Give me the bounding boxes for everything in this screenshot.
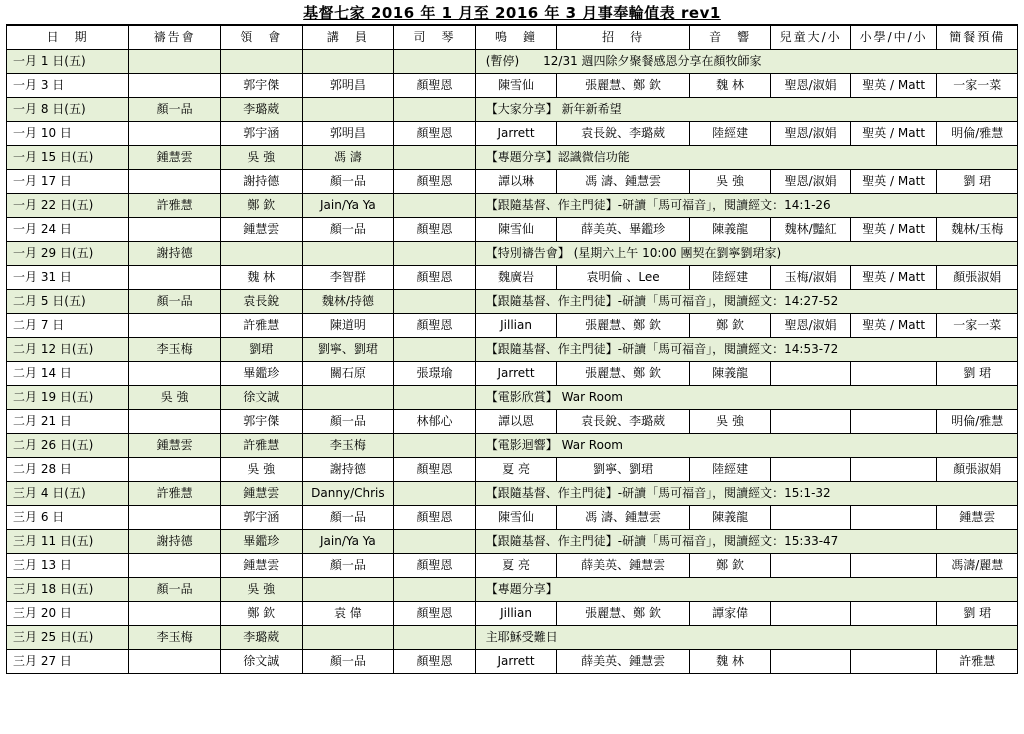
cell-pianist bbox=[394, 530, 476, 554]
cell-leader: 鄭 欽 bbox=[221, 602, 303, 626]
cell-leader: 鍾慧雲 bbox=[221, 554, 303, 578]
cell-school: 聖英 / Matt bbox=[850, 170, 937, 194]
header-children: 兒童大/小 bbox=[771, 25, 850, 50]
cell-speaker: Jain/Ya Ya bbox=[302, 530, 394, 554]
cell-school: 聖英 / Matt bbox=[850, 218, 937, 242]
cell-sound: 譚家偉 bbox=[689, 602, 771, 626]
cell-leader: 吳 強 bbox=[221, 146, 303, 170]
table-row bbox=[7, 410, 1018, 434]
cell-bell: Jarrett bbox=[475, 122, 557, 146]
cell-speaker bbox=[302, 578, 394, 602]
cell-prayer bbox=[129, 74, 221, 98]
cell-leader: 李璐葳 bbox=[221, 98, 303, 122]
cell-pianist: 顏聖恩 bbox=[394, 602, 476, 626]
cell-children: 魏林/豔紅 bbox=[771, 218, 850, 242]
cell-school: 聖英 / Matt bbox=[850, 74, 937, 98]
cell-meal: 顏張淑娟 bbox=[937, 458, 1018, 482]
cell-note: 【電影迴響】 War Room bbox=[475, 434, 1017, 458]
header-prayer: 禱告會 bbox=[129, 25, 221, 50]
cell-children bbox=[771, 410, 850, 434]
cell-speaker: 顏一品 bbox=[302, 218, 394, 242]
table-row bbox=[7, 314, 1018, 338]
cell-prayer bbox=[129, 266, 221, 290]
header-bell: 鳴 鐘 bbox=[475, 25, 557, 50]
table-row bbox=[7, 434, 1018, 458]
cell-speaker: 馮 濤 bbox=[302, 146, 394, 170]
cell-date: 三月 27 日 bbox=[7, 650, 129, 674]
cell-meal: 鍾慧雲 bbox=[937, 506, 1018, 530]
cell-speaker: 袁 偉 bbox=[302, 602, 394, 626]
cell-usher: 張麗慧、鄭 欽 bbox=[557, 362, 689, 386]
cell-pianist bbox=[394, 482, 476, 506]
cell-date: 一月 15 日(五) bbox=[7, 146, 129, 170]
cell-bell: Jillian bbox=[475, 602, 557, 626]
cell-speaker: 顏一品 bbox=[302, 650, 394, 674]
cell-speaker bbox=[302, 626, 394, 650]
cell-speaker: 郭明昌 bbox=[302, 122, 394, 146]
cell-leader: 劉珺 bbox=[221, 338, 303, 362]
cell-date: 二月 5 日(五) bbox=[7, 290, 129, 314]
cell-prayer bbox=[129, 218, 221, 242]
cell-speaker: 陳道明 bbox=[302, 314, 394, 338]
cell-pianist bbox=[394, 194, 476, 218]
cell-leader: 畢鑑珍 bbox=[221, 530, 303, 554]
cell-pianist: 顏聖恩 bbox=[394, 74, 476, 98]
cell-pianist: 林郁心 bbox=[394, 410, 476, 434]
table-row bbox=[7, 386, 1018, 410]
cell-date: 一月 22 日(五) bbox=[7, 194, 129, 218]
cell-sound: 鄭 欽 bbox=[689, 314, 771, 338]
cell-meal: 劉 珺 bbox=[937, 602, 1018, 626]
cell-date: 一月 3 日 bbox=[7, 74, 129, 98]
table-row bbox=[7, 194, 1018, 218]
cell-prayer bbox=[129, 122, 221, 146]
table-row bbox=[7, 170, 1018, 194]
cell-meal: 明倫/雅慧 bbox=[937, 122, 1018, 146]
cell-pianist bbox=[394, 626, 476, 650]
table-row bbox=[7, 146, 1018, 170]
cell-pianist: 顏聖恩 bbox=[394, 650, 476, 674]
schedule-table bbox=[6, 24, 1018, 674]
cell-speaker: 李玉梅 bbox=[302, 434, 394, 458]
cell-pianist bbox=[394, 290, 476, 314]
cell-speaker bbox=[302, 98, 394, 122]
cell-children bbox=[771, 554, 850, 578]
cell-date: 一月 24 日 bbox=[7, 218, 129, 242]
cell-pianist bbox=[394, 386, 476, 410]
cell-school bbox=[850, 362, 937, 386]
cell-prayer bbox=[129, 410, 221, 434]
cell-note: 【跟隨基督、作主門徒】-研讀「馬可福音」，閱讀經文：15:1-32 bbox=[475, 482, 1017, 506]
cell-prayer: 許雅慧 bbox=[129, 482, 221, 506]
cell-note: 【電影欣賞】 War Room bbox=[475, 386, 1017, 410]
cell-usher: 劉寧、劉珺 bbox=[557, 458, 689, 482]
table-row bbox=[7, 50, 1018, 74]
table-row bbox=[7, 458, 1018, 482]
cell-meal: 明倫/雅慧 bbox=[937, 410, 1018, 434]
cell-note: 【跟隨基督、作主門徒】-研讀「馬可福音」，閱讀經文：14:1-26 bbox=[475, 194, 1017, 218]
cell-school: 聖英 / Matt bbox=[850, 314, 937, 338]
cell-prayer: 顏一品 bbox=[129, 578, 221, 602]
cell-leader: 郭宇涵 bbox=[221, 506, 303, 530]
cell-date: 二月 14 日 bbox=[7, 362, 129, 386]
cell-pianist: 顏聖恩 bbox=[394, 266, 476, 290]
table-row bbox=[7, 650, 1018, 674]
cell-pianist bbox=[394, 434, 476, 458]
cell-children: 聖恩/淑娟 bbox=[771, 170, 850, 194]
cell-meal: 馮濤/麗慧 bbox=[937, 554, 1018, 578]
cell-speaker: 關石原 bbox=[302, 362, 394, 386]
table-row bbox=[7, 578, 1018, 602]
cell-speaker: 顏一品 bbox=[302, 554, 394, 578]
cell-usher: 張麗慧、鄭 欽 bbox=[557, 314, 689, 338]
cell-prayer: 吳 強 bbox=[129, 386, 221, 410]
cell-date: 三月 13 日 bbox=[7, 554, 129, 578]
table-row bbox=[7, 290, 1018, 314]
cell-usher: 馮 濤、鍾慧雲 bbox=[557, 506, 689, 530]
cell-date: 三月 25 日(五) bbox=[7, 626, 129, 650]
cell-prayer bbox=[129, 314, 221, 338]
cell-note: 【大家分享】 新年新希望 bbox=[475, 98, 1017, 122]
cell-pianist: 顏聖恩 bbox=[394, 170, 476, 194]
cell-pianist bbox=[394, 242, 476, 266]
cell-prayer bbox=[129, 170, 221, 194]
table-row bbox=[7, 626, 1018, 650]
cell-usher: 袁長銳、李璐葳 bbox=[557, 410, 689, 434]
cell-bell: Jillian bbox=[475, 314, 557, 338]
cell-note: 【跟隨基督、作主門徒】-研讀「馬可福音」，閱讀經文：14:53-72 bbox=[475, 338, 1017, 362]
table-row bbox=[7, 554, 1018, 578]
cell-note: 【專題分享】認識微信功能 bbox=[475, 146, 1017, 170]
cell-prayer bbox=[129, 650, 221, 674]
cell-meal: 劉 珺 bbox=[937, 362, 1018, 386]
table-row bbox=[7, 482, 1018, 506]
table-row bbox=[7, 122, 1018, 146]
page-title: 基督七家 2016 年 1 月至 2016 年 3 月事奉輪值表 rev1 bbox=[303, 4, 721, 22]
cell-children bbox=[771, 506, 850, 530]
cell-school: 聖英 / Matt bbox=[850, 266, 937, 290]
cell-usher: 張麗慧、鄭 欽 bbox=[557, 74, 689, 98]
cell-children: 玉梅/淑娟 bbox=[771, 266, 850, 290]
cell-speaker: 魏林/持德 bbox=[302, 290, 394, 314]
cell-leader: 徐文誠 bbox=[221, 650, 303, 674]
cell-sound: 陸經建 bbox=[689, 122, 771, 146]
header-row bbox=[7, 25, 1018, 50]
cell-prayer: 鍾慧雲 bbox=[129, 434, 221, 458]
cell-date: 二月 19 日(五) bbox=[7, 386, 129, 410]
cell-bell: 譚以恩 bbox=[475, 410, 557, 434]
cell-bell: 陳雪仙 bbox=[475, 506, 557, 530]
cell-speaker: 郭明昌 bbox=[302, 74, 394, 98]
cell-speaker: 劉寧、劉珺 bbox=[302, 338, 394, 362]
cell-speaker: Danny/Chris bbox=[302, 482, 394, 506]
header-school: 小學/中/小 bbox=[850, 25, 937, 50]
table-row bbox=[7, 362, 1018, 386]
cell-prayer bbox=[129, 554, 221, 578]
cell-children bbox=[771, 458, 850, 482]
table-row bbox=[7, 602, 1018, 626]
cell-speaker bbox=[302, 50, 394, 74]
cell-leader: 吳 強 bbox=[221, 578, 303, 602]
cell-leader: 郭宇涵 bbox=[221, 122, 303, 146]
cell-prayer bbox=[129, 362, 221, 386]
cell-date: 三月 4 日(五) bbox=[7, 482, 129, 506]
cell-children: 聖恩/淑娟 bbox=[771, 122, 850, 146]
cell-children: 聖恩/淑娟 bbox=[771, 74, 850, 98]
cell-speaker: 謝持德 bbox=[302, 458, 394, 482]
cell-pianist bbox=[394, 98, 476, 122]
cell-bell: Jarrett bbox=[475, 362, 557, 386]
cell-meal: 魏林/玉梅 bbox=[937, 218, 1018, 242]
cell-sound: 鄭 欽 bbox=[689, 554, 771, 578]
cell-school bbox=[850, 458, 937, 482]
cell-date: 二月 21 日 bbox=[7, 410, 129, 434]
cell-prayer: 顏一品 bbox=[129, 290, 221, 314]
cell-date: 一月 1 日(五) bbox=[7, 50, 129, 74]
cell-usher: 袁長銳、李璐葳 bbox=[557, 122, 689, 146]
cell-school bbox=[850, 554, 937, 578]
cell-leader: 鍾慧雲 bbox=[221, 218, 303, 242]
cell-leader: 魏 林 bbox=[221, 266, 303, 290]
cell-sound: 陳義龍 bbox=[689, 506, 771, 530]
cell-leader: 鍾慧雲 bbox=[221, 482, 303, 506]
table-row bbox=[7, 218, 1018, 242]
cell-speaker: 顏一品 bbox=[302, 410, 394, 434]
cell-pianist: 顏聖恩 bbox=[394, 458, 476, 482]
cell-prayer: 鍾慧雲 bbox=[129, 146, 221, 170]
cell-leader: 徐文誠 bbox=[221, 386, 303, 410]
cell-pianist bbox=[394, 146, 476, 170]
cell-date: 二月 26 日(五) bbox=[7, 434, 129, 458]
cell-bell: 夏 亮 bbox=[475, 554, 557, 578]
cell-bell: Jarrett bbox=[475, 650, 557, 674]
cell-speaker: Jain/Ya Ya bbox=[302, 194, 394, 218]
cell-leader: 謝持德 bbox=[221, 170, 303, 194]
cell-usher: 薛美英、鍾慧雲 bbox=[557, 650, 689, 674]
schedule-body bbox=[7, 50, 1018, 674]
cell-prayer: 顏一品 bbox=[129, 98, 221, 122]
cell-meal: 許雅慧 bbox=[937, 650, 1018, 674]
cell-leader: 畢鑑珍 bbox=[221, 362, 303, 386]
cell-speaker: 顏一品 bbox=[302, 506, 394, 530]
cell-sound: 魏 林 bbox=[689, 650, 771, 674]
cell-usher: 薛美英、畢鑑珍 bbox=[557, 218, 689, 242]
cell-children bbox=[771, 362, 850, 386]
cell-school bbox=[850, 410, 937, 434]
table-row bbox=[7, 506, 1018, 530]
cell-usher: 張麗慧、鄭 欽 bbox=[557, 602, 689, 626]
cell-pianist: 顏聖恩 bbox=[394, 314, 476, 338]
cell-meal: 劉 珺 bbox=[937, 170, 1018, 194]
cell-note: 主耶穌受難日 bbox=[475, 626, 1017, 650]
header-date: 日 期 bbox=[7, 25, 129, 50]
cell-prayer: 李玉梅 bbox=[129, 338, 221, 362]
cell-sound: 陸經建 bbox=[689, 266, 771, 290]
cell-school: 聖英 / Matt bbox=[850, 122, 937, 146]
cell-note: 【跟隨基督、作主門徒】-研讀「馬可福音」，閱讀經文：14:27-52 bbox=[475, 290, 1017, 314]
cell-date: 三月 6 日 bbox=[7, 506, 129, 530]
cell-leader: 袁長銳 bbox=[221, 290, 303, 314]
cell-note: 【跟隨基督、作主門徒】-研讀「馬可福音」，閱讀經文：15:33-47 bbox=[475, 530, 1017, 554]
cell-prayer: 謝持德 bbox=[129, 530, 221, 554]
cell-leader: 郭宇傑 bbox=[221, 74, 303, 98]
cell-school bbox=[850, 602, 937, 626]
cell-sound: 魏 林 bbox=[689, 74, 771, 98]
header-pianist: 司 琴 bbox=[394, 25, 476, 50]
cell-leader: 李璐葳 bbox=[221, 626, 303, 650]
header-speaker: 講 員 bbox=[302, 25, 394, 50]
table-row bbox=[7, 266, 1018, 290]
cell-sound: 陸經建 bbox=[689, 458, 771, 482]
table-row bbox=[7, 242, 1018, 266]
cell-children bbox=[771, 650, 850, 674]
cell-date: 一月 10 日 bbox=[7, 122, 129, 146]
cell-speaker: 李智群 bbox=[302, 266, 394, 290]
cell-speaker: 顏一品 bbox=[302, 170, 394, 194]
table-row bbox=[7, 98, 1018, 122]
cell-leader bbox=[221, 242, 303, 266]
cell-date: 二月 28 日 bbox=[7, 458, 129, 482]
cell-leader: 吳 強 bbox=[221, 458, 303, 482]
cell-date: 一月 8 日(五) bbox=[7, 98, 129, 122]
cell-date: 三月 20 日 bbox=[7, 602, 129, 626]
cell-pianist: 張璟瑜 bbox=[394, 362, 476, 386]
cell-prayer: 謝持德 bbox=[129, 242, 221, 266]
cell-meal: 一家一菜 bbox=[937, 314, 1018, 338]
cell-pianist bbox=[394, 578, 476, 602]
cell-leader: 郭宇傑 bbox=[221, 410, 303, 434]
cell-sound: 吳 強 bbox=[689, 410, 771, 434]
cell-date: 二月 12 日(五) bbox=[7, 338, 129, 362]
cell-leader: 鄭 欽 bbox=[221, 194, 303, 218]
cell-note: 【專題分享】 bbox=[475, 578, 1017, 602]
header-meal: 簡餐預備 bbox=[937, 25, 1018, 50]
cell-sound: 陳義龍 bbox=[689, 218, 771, 242]
cell-usher: 馮 濤、鍾慧雲 bbox=[557, 170, 689, 194]
cell-meal: 顏張淑娟 bbox=[937, 266, 1018, 290]
cell-date: 二月 7 日 bbox=[7, 314, 129, 338]
cell-meal: 一家一菜 bbox=[937, 74, 1018, 98]
cell-prayer bbox=[129, 602, 221, 626]
cell-pianist: 顏聖恩 bbox=[394, 506, 476, 530]
cell-leader: 許雅慧 bbox=[221, 434, 303, 458]
cell-children bbox=[771, 602, 850, 626]
cell-date: 三月 11 日(五) bbox=[7, 530, 129, 554]
cell-pianist: 顏聖恩 bbox=[394, 554, 476, 578]
cell-prayer bbox=[129, 506, 221, 530]
cell-school bbox=[850, 650, 937, 674]
cell-pianist: 顏聖恩 bbox=[394, 122, 476, 146]
cell-pianist: 顏聖恩 bbox=[394, 218, 476, 242]
table-row bbox=[7, 74, 1018, 98]
cell-date: 一月 31 日 bbox=[7, 266, 129, 290]
cell-prayer: 許雅慧 bbox=[129, 194, 221, 218]
cell-bell: 譚以琳 bbox=[475, 170, 557, 194]
cell-date: 一月 17 日 bbox=[7, 170, 129, 194]
table-row bbox=[7, 530, 1018, 554]
cell-leader: 許雅慧 bbox=[221, 314, 303, 338]
cell-prayer bbox=[129, 50, 221, 74]
cell-note: (暫停) 12/31 週四除夕聚餐感恩分享在顏牧師家 bbox=[475, 50, 1017, 74]
table-row bbox=[7, 338, 1018, 362]
cell-children: 聖恩/淑娟 bbox=[771, 314, 850, 338]
cell-pianist bbox=[394, 338, 476, 362]
cell-prayer: 李玉梅 bbox=[129, 626, 221, 650]
cell-speaker bbox=[302, 242, 394, 266]
cell-note: 【特別禱告會】 (星期六上午 10:00 團契在劉寧劉珺家) bbox=[475, 242, 1017, 266]
header-leader: 領 會 bbox=[221, 25, 303, 50]
cell-pianist bbox=[394, 50, 476, 74]
cell-leader bbox=[221, 50, 303, 74]
cell-prayer bbox=[129, 458, 221, 482]
cell-sound: 陳義龍 bbox=[689, 362, 771, 386]
cell-bell: 陳雪仙 bbox=[475, 218, 557, 242]
cell-school bbox=[850, 506, 937, 530]
cell-date: 三月 18 日(五) bbox=[7, 578, 129, 602]
cell-date: 一月 29 日(五) bbox=[7, 242, 129, 266]
cell-bell: 魏廣岩 bbox=[475, 266, 557, 290]
header-usher: 招 待 bbox=[557, 25, 689, 50]
cell-speaker bbox=[302, 386, 394, 410]
header-sound: 音 響 bbox=[689, 25, 771, 50]
cell-usher: 袁明倫 、Lee bbox=[557, 266, 689, 290]
cell-usher: 薛美英、鍾慧雲 bbox=[557, 554, 689, 578]
cell-sound: 吳 強 bbox=[689, 170, 771, 194]
cell-bell: 夏 亮 bbox=[475, 458, 557, 482]
cell-bell: 陳雪仙 bbox=[475, 74, 557, 98]
